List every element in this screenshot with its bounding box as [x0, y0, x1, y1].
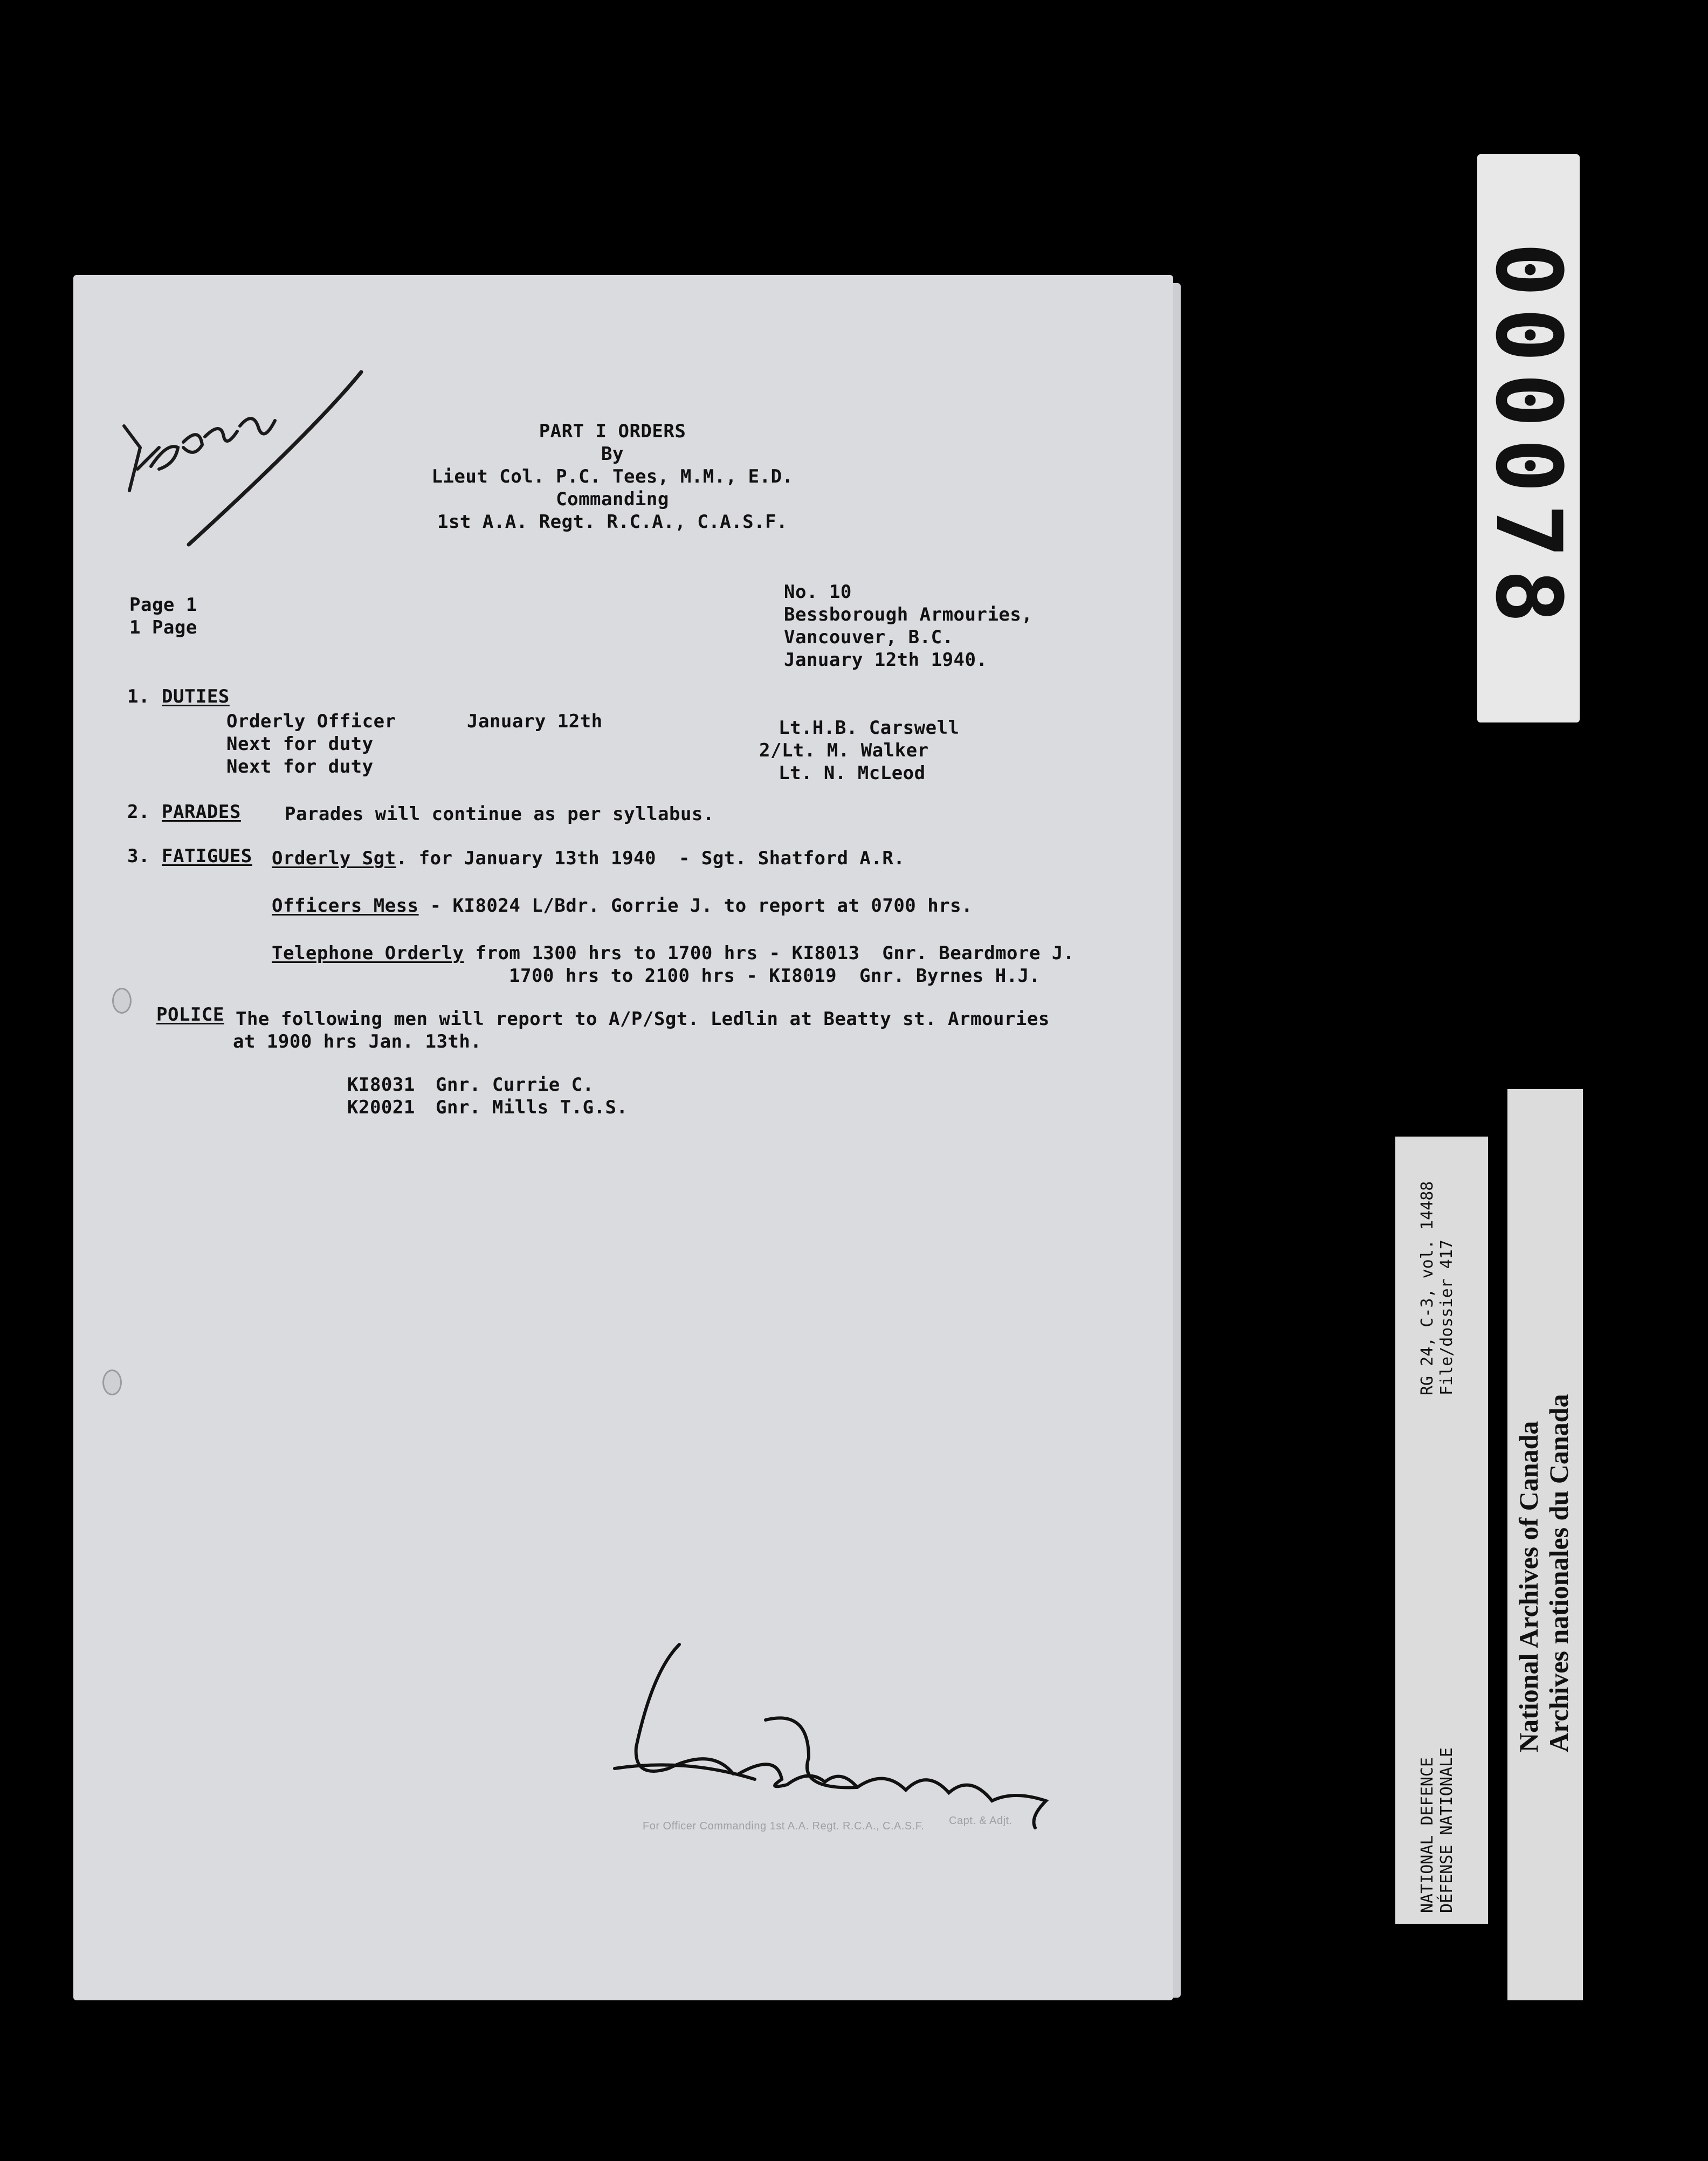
header-title: PART I ORDERS [539, 421, 686, 442]
orderly-sgt-label: Orderly Sgt [272, 848, 396, 869]
department-fr: DÉFENSE NATIONALE [1437, 1747, 1456, 1913]
duties-number: 1. [127, 686, 150, 707]
order-location-2: Vancouver, B.C. [784, 627, 954, 648]
signature-stamp: For Officer Commanding 1st A.A. Regt. R.C.A., C.A.S.F. [643, 1820, 925, 1832]
archives-name-fr: Archives nationales du Canada [1544, 1394, 1574, 1752]
frame-number: 000078 [1476, 242, 1581, 635]
parades-number: 2. [127, 801, 150, 823]
order-number: No. 10 [784, 581, 852, 603]
police-man-number: KI8031 [347, 1074, 415, 1096]
duty-name: 2/Lt. M. Walker [759, 740, 929, 761]
header-by: By [601, 443, 624, 465]
police-man-name: Gnr. Mills T.G.S. [436, 1097, 628, 1118]
duty-name: Lt.H.B. Carswell [779, 717, 960, 739]
header-commanding: Commanding [556, 488, 669, 510]
officers-mess-text: - KI8024 L/Bdr. Gorrie J. to report at 0700 hrs. [418, 895, 973, 917]
duty-date: January 12th [467, 711, 603, 732]
archives-name-label [1507, 1089, 1583, 2000]
orderly-sgt-text: . for January 13th 1940 - Sgt. Shatford A.R. [396, 848, 905, 869]
duties-title: DUTIES [162, 686, 230, 707]
duty-role: Orderly Officer [226, 711, 396, 732]
page-number: Page 1 [129, 594, 197, 616]
officers-mess-line [272, 895, 973, 917]
police-text-2: at 1900 hrs Jan. 13th. [233, 1031, 482, 1052]
officers-mess-label: Officers Mess [272, 895, 419, 917]
fatigues-number: 3. [127, 845, 150, 867]
archives-name-en: National Archives of Canada [1513, 1421, 1544, 1752]
order-location-1: Bessborough Armouries, [784, 604, 1033, 625]
police-man-name: Gnr. Currie C. [436, 1074, 594, 1096]
telephone-orderly-label: Telephone Orderly [272, 942, 464, 964]
police-man-number: K20021 [347, 1097, 415, 1118]
order-date: January 12th 1940. [784, 649, 988, 671]
telephone-orderly-line [272, 942, 1075, 964]
orderly-sgt-line [272, 848, 905, 869]
handwritten-note-mark [108, 367, 377, 550]
parades-title: PARADES [162, 801, 241, 823]
archive-reference-2: File/dossier 417 [1437, 1240, 1456, 1395]
signature-rank: Capt. & Adjt. [949, 1815, 1013, 1827]
fatigues-title: FATIGUES [162, 845, 252, 867]
parades-text: Parades will continue as per syllabus. [285, 803, 714, 825]
header-regiment: 1st A.A. Regt. R.C.A., C.A.S.F. [437, 511, 788, 533]
frame-number-strip [1477, 154, 1580, 722]
telephone-orderly-line-2: 1700 hrs to 2100 hrs - KI8019 Gnr. Byrnes H.J. [509, 965, 1041, 987]
archive-reference-label [1395, 1137, 1488, 1924]
police-text-1: The following men will report to A/P/Sgt. Ledlin at Beatty st. Armouries [224, 1008, 1050, 1030]
duty-name: Lt. N. McLeod [779, 762, 926, 784]
department-en: NATIONAL DEFENCE [1418, 1757, 1437, 1913]
punch-hole-bottom [102, 1369, 122, 1395]
header-commander: Lieut Col. P.C. Tees, M.M., E.D. [431, 466, 794, 487]
police-title: POLICE [156, 1004, 224, 1026]
telephone-orderly-text: from 1300 hrs to 1700 hrs - KI8013 Gnr. Beardmore J. [464, 942, 1075, 964]
duty-role: Next for duty [226, 756, 374, 777]
police-number [127, 1004, 150, 1026]
page-count: 1 Page [129, 617, 197, 638]
duty-role: Next for duty [226, 733, 374, 755]
archive-reference-1: RG 24, C-3, vol. 14488 [1418, 1181, 1437, 1395]
